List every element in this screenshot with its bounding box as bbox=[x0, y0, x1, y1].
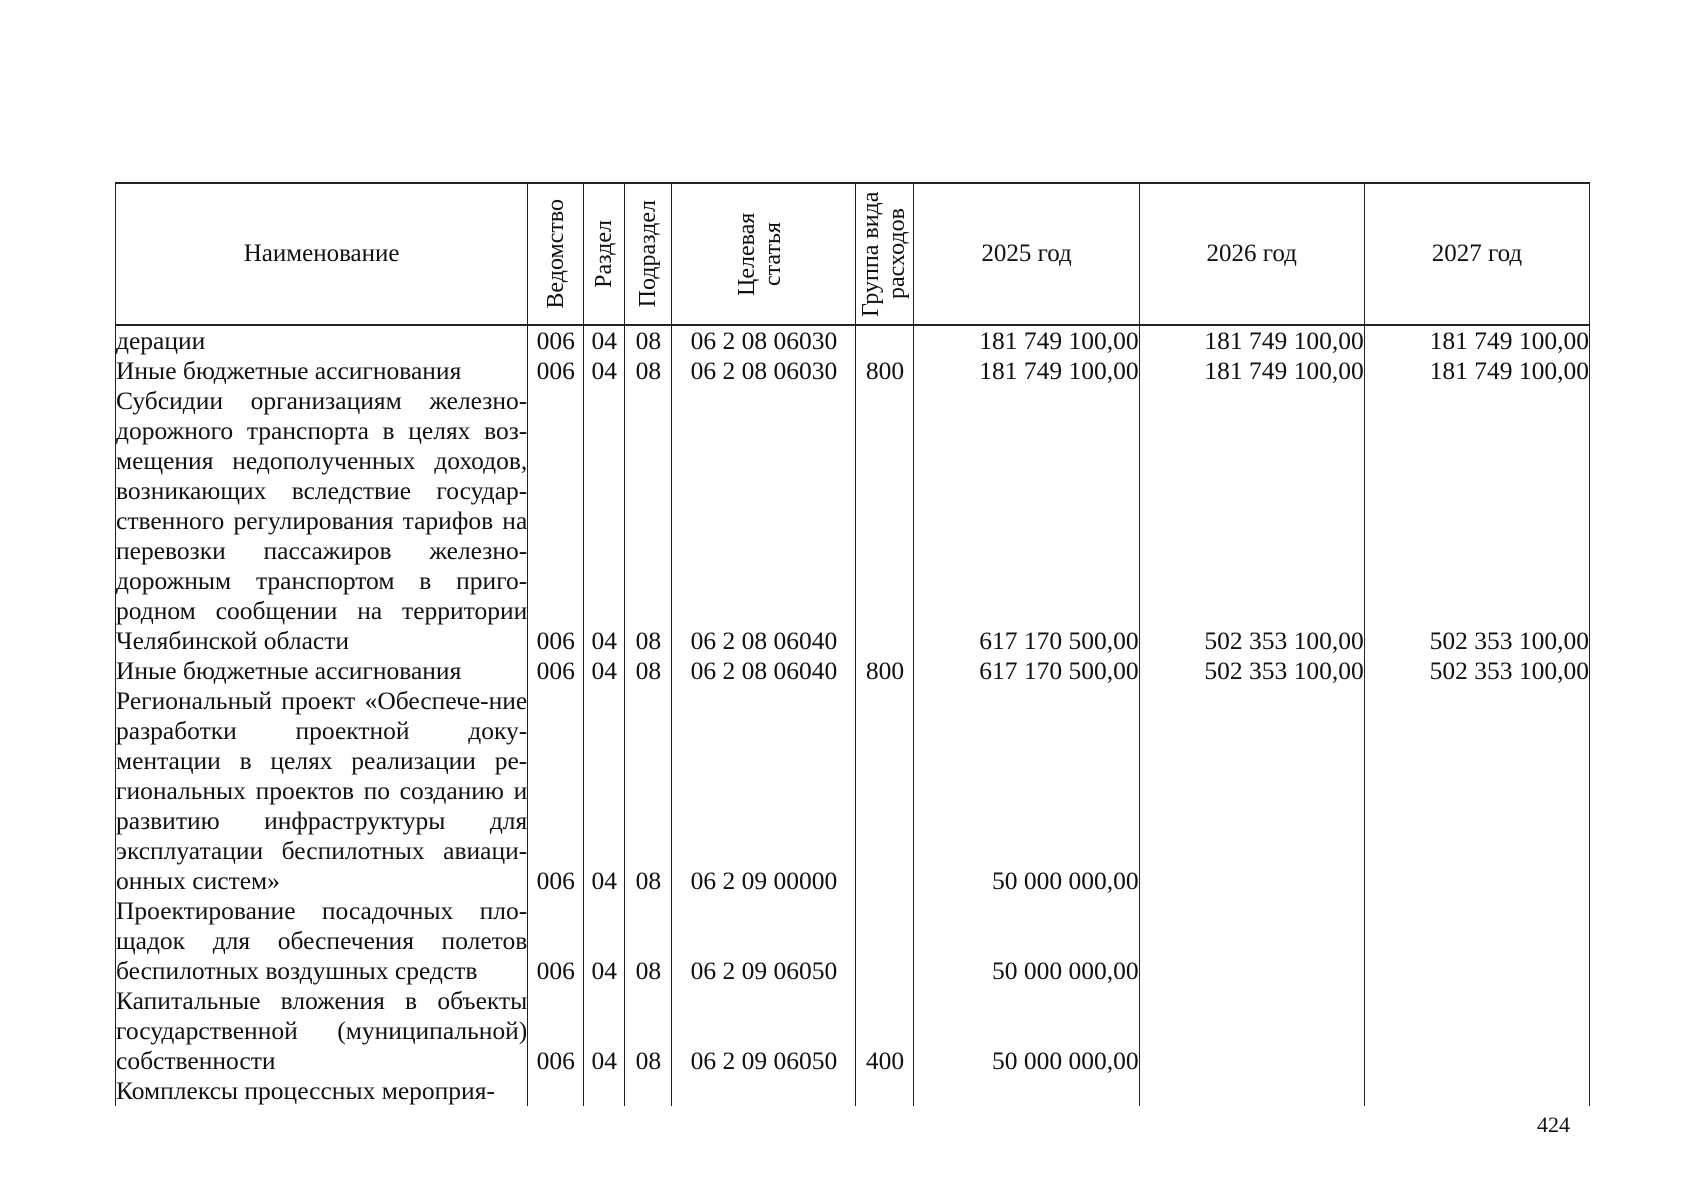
cell-gruppa-vida-rashodov bbox=[856, 1076, 914, 1106]
cell-2027 bbox=[1364, 1076, 1589, 1106]
cell-name: Иные бюджетные ассигнования bbox=[116, 656, 528, 686]
table-header-row bbox=[116, 183, 1590, 325]
cell-celevaya-statya: 06 2 08 06040 bbox=[672, 656, 856, 686]
cell-celevaya-statya: 06 2 09 00000 bbox=[672, 686, 856, 896]
cell-razdel: 04 bbox=[584, 386, 625, 656]
cell-celevaya-statya bbox=[672, 1076, 856, 1106]
cell-vedomstvo: 006 bbox=[528, 986, 584, 1076]
cell-2025 bbox=[914, 1076, 1139, 1106]
cell-razdel: 04 bbox=[584, 986, 625, 1076]
header-podrazdel: Подраздел bbox=[625, 183, 672, 325]
cell-razdel: 04 bbox=[584, 325, 625, 356]
table-row bbox=[116, 386, 1590, 656]
cell-gruppa-vida-rashodov bbox=[856, 386, 914, 656]
cell-razdel: 04 bbox=[584, 896, 625, 986]
table-row bbox=[116, 1076, 1590, 1106]
cell-gruppa-vida-rashodov: 400 bbox=[856, 986, 914, 1076]
cell-razdel bbox=[584, 1076, 625, 1106]
cell-2025: 617 170 500,00 bbox=[914, 386, 1139, 656]
cell-name: дерации bbox=[116, 325, 528, 356]
cell-gruppa-vida-rashodov: 800 bbox=[856, 656, 914, 686]
table-row bbox=[116, 656, 1590, 686]
cell-vedomstvo: 006 bbox=[528, 386, 584, 656]
cell-2026: 181 749 100,00 bbox=[1139, 325, 1364, 356]
cell-vedomstvo: 006 bbox=[528, 686, 584, 896]
cell-2027 bbox=[1364, 896, 1589, 986]
cell-celevaya-statya: 06 2 08 06030 bbox=[672, 325, 856, 356]
budget-table bbox=[115, 182, 1590, 1106]
cell-vedomstvo bbox=[528, 1076, 584, 1106]
header-celevaya-statya: Целевая статья bbox=[672, 183, 856, 325]
cell-podrazdel: 08 bbox=[625, 686, 672, 896]
header-gruppa-vida-rashodov: Группа вида расходов bbox=[856, 183, 914, 325]
cell-2026: 181 749 100,00 bbox=[1139, 356, 1364, 386]
cell-gruppa-vida-rashodov: 800 bbox=[856, 356, 914, 386]
cell-2027 bbox=[1364, 986, 1589, 1076]
cell-2025: 50 000 000,00 bbox=[914, 986, 1139, 1076]
cell-2026 bbox=[1139, 896, 1364, 986]
header-year-2025: 2025 год bbox=[914, 183, 1139, 325]
cell-podrazdel: 08 bbox=[625, 325, 672, 356]
cell-2025: 50 000 000,00 bbox=[914, 896, 1139, 986]
cell-podrazdel: 08 bbox=[625, 986, 672, 1076]
table-row bbox=[116, 686, 1590, 896]
cell-2027: 502 353 100,00 bbox=[1364, 656, 1589, 686]
cell-razdel: 04 bbox=[584, 686, 625, 896]
table-row bbox=[116, 356, 1590, 386]
cell-celevaya-statya: 06 2 09 06050 bbox=[672, 986, 856, 1076]
cell-2025: 50 000 000,00 bbox=[914, 686, 1139, 896]
cell-podrazdel: 08 bbox=[625, 896, 672, 986]
cell-vedomstvo: 006 bbox=[528, 356, 584, 386]
cell-celevaya-statya: 06 2 08 06040 bbox=[672, 386, 856, 656]
cell-podrazdel: 08 bbox=[625, 356, 672, 386]
cell-celevaya-statya: 06 2 09 06050 bbox=[672, 896, 856, 986]
header-vedomstvo: Ведомство bbox=[528, 183, 584, 325]
cell-name: Иные бюджетные ассигнования bbox=[116, 356, 528, 386]
header-name: Наименование bbox=[116, 183, 528, 325]
cell-podrazdel: 08 bbox=[625, 386, 672, 656]
cell-vedomstvo: 006 bbox=[528, 325, 584, 356]
cell-2026: 502 353 100,00 bbox=[1139, 386, 1364, 656]
cell-2027 bbox=[1364, 686, 1589, 896]
cell-2025: 181 749 100,00 bbox=[914, 356, 1139, 386]
cell-2027: 181 749 100,00 bbox=[1364, 356, 1589, 386]
cell-2025: 617 170 500,00 bbox=[914, 656, 1139, 686]
cell-2026: 502 353 100,00 bbox=[1139, 656, 1364, 686]
header-razdel: Раздел bbox=[584, 183, 625, 325]
page-number: 424 bbox=[1537, 1112, 1570, 1137]
cell-name: Комплексы процессных мероприя- bbox=[116, 1076, 528, 1106]
header-year-2026: 2026 год bbox=[1139, 183, 1364, 325]
cell-name: Субсидии организациям железно-дорожного транспорта в целях воз-мещения недополученных доходов, возникающих вследствие государ-ственного регулирования тарифов на перевозки пассажиров железно-дорожным транспортом в приго-родном сообщении на территории Челябинской области bbox=[116, 386, 528, 655]
cell-name: Региональный проект «Обеспече-ние разработки проектной доку-ментации в целях реализации ре-гиональных проектов по созданию и развитию инфраструктуры для эксплуатации беспилотных авиаци-онных систем» bbox=[116, 686, 528, 895]
cell-podrazdel bbox=[625, 1076, 672, 1106]
cell-2026 bbox=[1139, 1076, 1364, 1106]
table-row bbox=[116, 325, 1590, 356]
cell-2025: 181 749 100,00 bbox=[914, 325, 1139, 356]
cell-vedomstvo: 006 bbox=[528, 656, 584, 686]
cell-2027: 181 749 100,00 bbox=[1364, 325, 1589, 356]
cell-celevaya-statya: 06 2 08 06030 bbox=[672, 356, 856, 386]
cell-razdel: 04 bbox=[584, 656, 625, 686]
header-year-2027: 2027 год bbox=[1364, 183, 1589, 325]
cell-razdel: 04 bbox=[584, 356, 625, 386]
cell-vedomstvo: 006 bbox=[528, 896, 584, 986]
table-row bbox=[116, 896, 1590, 986]
cell-gruppa-vida-rashodov bbox=[856, 686, 914, 896]
table-body bbox=[116, 325, 1590, 1106]
cell-name: Проектирование посадочных пло-щадок для обеспечения полетов беспилотных воздушных средств bbox=[116, 896, 528, 985]
table-row bbox=[116, 986, 1590, 1076]
cell-2027: 502 353 100,00 bbox=[1364, 386, 1589, 656]
cell-podrazdel: 08 bbox=[625, 656, 672, 686]
cell-2026 bbox=[1139, 686, 1364, 896]
cell-gruppa-vida-rashodov bbox=[856, 325, 914, 356]
cell-gruppa-vida-rashodov bbox=[856, 896, 914, 986]
cell-2026 bbox=[1139, 986, 1364, 1076]
cell-name: Капитальные вложения в объекты государственной (муниципальной) собственности bbox=[116, 986, 528, 1075]
